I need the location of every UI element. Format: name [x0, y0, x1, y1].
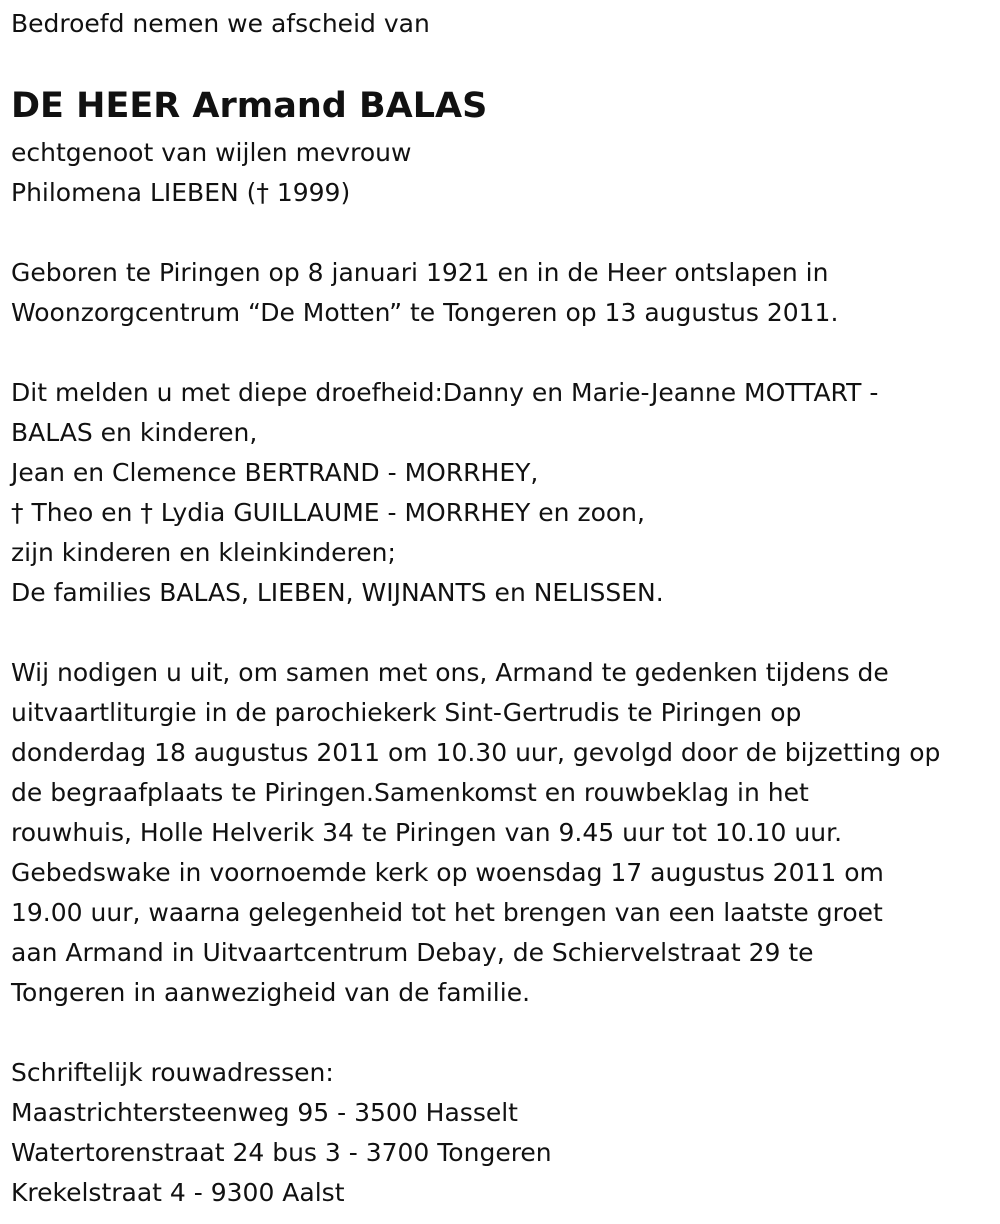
- invitation-line: uitvaartliturgie in de parochiekerk Sint-Gertrudis te Piringen op: [11, 698, 802, 727]
- invitation-line: donderdag 18 augustus 2011 om 10.30 uur, gevolgd door de bijzetting op: [11, 738, 941, 767]
- invitation-line: de begraafplaats te Piringen.Samenkomst en rouwbeklag in het: [11, 778, 809, 807]
- addresses-heading: Schriftelijk rouwadressen:: [11, 1058, 334, 1087]
- address-line: Watertorenstraat 24 bus 3 - 3700 Tongeren: [11, 1138, 552, 1167]
- address-line: Maastrichtersteenweg 95 - 3500 Hasselt: [11, 1098, 518, 1127]
- birth-death-line: Geboren te Piringen op 8 januari 1921 en in de Heer ontslapen in: [11, 258, 829, 287]
- family-line: BALAS en kinderen,: [11, 418, 258, 447]
- invitation-line: Wij nodigen u uit, om samen met ons, Armand te gedenken tijdens de: [11, 658, 889, 687]
- spouse-line: Philomena LIEBEN († 1999): [11, 178, 351, 207]
- birth-death-line: Woonzorgcentrum “De Motten” te Tongeren op 13 augustus 2011.: [11, 298, 839, 327]
- invitation-line: rouwhuis, Holle Helverik 34 te Piringen van 9.45 uur tot 10.10 uur.: [11, 818, 843, 847]
- invitation-line: Tongeren in aanwezigheid van de familie.: [11, 978, 531, 1007]
- intro-text: Bedroefd nemen we afscheid van: [11, 9, 430, 38]
- family-line: Jean en Clemence BERTRAND - MORRHEY,: [11, 458, 539, 487]
- invitation-line: 19.00 uur, waarna gelegenheid tot het brengen van een laatste groet: [11, 898, 883, 927]
- invitation-line: aan Armand in Uitvaartcentrum Debay, de Schiervelstraat 29 te: [11, 938, 814, 967]
- family-line: † Theo en † Lydia GUILLAUME - MORRHEY en zoon,: [11, 498, 645, 527]
- family-line: zijn kinderen en kleinkinderen;: [11, 538, 396, 567]
- family-line: De families BALAS, LIEBEN, WIJNANTS en NELISSEN.: [11, 578, 664, 607]
- family-line: Dit melden u met diepe droefheid:Danny en Marie-Jeanne MOTTART -: [11, 378, 879, 407]
- spouse-line: echtgenoot van wijlen mevrouw: [11, 138, 412, 167]
- address-line: Krekelstraat 4 - 9300 Aalst: [11, 1178, 345, 1207]
- invitation-line: Gebedswake in voornoemde kerk op woensdag 17 augustus 2011 om: [11, 858, 884, 887]
- deceased-name: DE HEER Armand BALAS: [11, 86, 488, 126]
